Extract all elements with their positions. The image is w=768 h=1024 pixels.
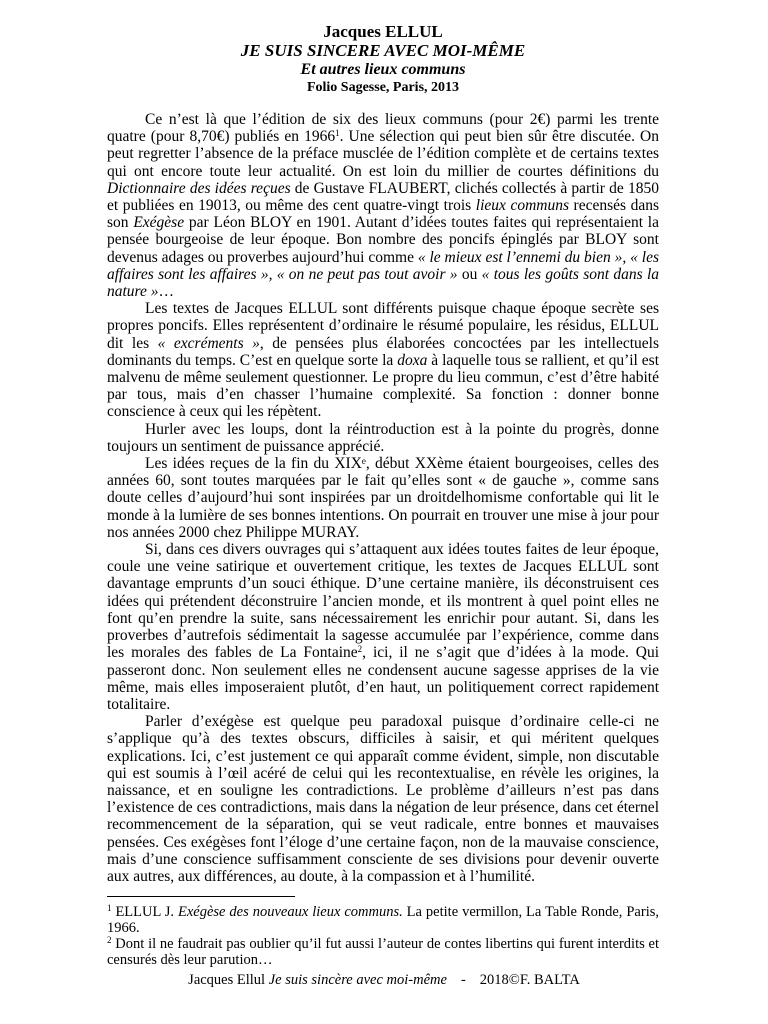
- footnote-divider: [107, 896, 295, 897]
- footer-author: Jacques Ellul: [188, 972, 266, 988]
- paragraph-3: Hurler avec les loups, dont la réintroduction est à la pointe du progrès, donne toujours un sentiment de puissance apprécié.: [107, 420, 659, 455]
- footnote-2: [107, 936, 659, 968]
- italic-quotes: « le mieux est l’ennemi du bien », « les affaires sont les affaires », « on ne peut pas tout avoir »: [107, 248, 660, 283]
- header-publisher: Folio Sagesse, Paris, 2013: [306, 80, 460, 95]
- paragraph-6: Parler d’exégèse est quelque peu paradoxal puisque d’ordinaire celle-ci ne s’applique qu’à des textes obscurs, difficiles à saisir, et qui méritent quelques explications. Ici, c’est justement ce qui apparaît comme évident, simple, non discutable qui est soumis à l’œil acéré de celui qui les recontextualise, en révèle les origines, la naissance, et en souligne les contradictions. Le problème d’ailleurs n’est pas dans l’existence de ces contradictions, mais dans la négation de leur présence, dans cet éternel recommencement de la séparation, qui se veut radicale, entre bonnes et mauvaises pensées. Ces exégèses font l’éloge d’une certaine façon, non de la mauvaise conscience, mais d’une conscience suffisamment consciente de ses divisions pour devenir ouverte aux autres, aux différences, au doute, à la compassion et à l’humilité.: [107, 713, 659, 885]
- footnote-book-title: Exégèse des nouveaux lieux communs.: [177, 904, 403, 921]
- italic-book-title: Exégèse: [133, 214, 185, 232]
- italic-term: doxa: [397, 351, 428, 369]
- paragraph-5: [107, 541, 659, 713]
- page-footer: [0, 972, 768, 989]
- italic-term: « excréments »: [157, 334, 260, 352]
- paragraph-4: Les idées reçues de la fin du XIXᵉ, début XXème étaient bourgeoises, celles des années 60, sont toutes marquées par le fait qu’elles sont « de gauche », comme sans doute celles d’aujourd’hui sont inspirées par un droitdelhomisme confortable qui lit le monde à la lumière de ses bonnes intentions. On pourrait en trouver une mise à jour pour nos années 2000 chez Philippe MURAY.: [107, 455, 659, 541]
- footnote-text: ELLUL J.: [111, 904, 178, 921]
- paragraph-5-text: Si, dans ces divers ouvrages qui s’attaquent aux idées toutes faites de leur époque, coule une veine satirique et ouvertement critique, les textes de Jacques ELLUL sont davantage emprunts d’un souci éthique. D’une certaine manière, ils déconstruisent ces idées qui prétendent déconstruire l’ancien monde, et ils montrent à quel point elles ne font qu’en prendre la suite, sans nécessairement les enrichir pour autant. Si, dans les proverbes d’autrefois sédimentait la sagesse accumulée par l’expérience, comme dans les morales des fables de La Fontaine: [107, 541, 659, 662]
- footnote-number: 1: [107, 903, 112, 914]
- footnote-ref-1: 1: [335, 128, 340, 139]
- document-header: [107, 22, 659, 97]
- review-body: [107, 111, 659, 885]
- paragraph-1-text: de Gustave FLAUBERT, clichés collectés à partir de 1850 et publiées en 19013, ou même des cent quatre-vingt trois: [107, 179, 659, 215]
- document-page: [107, 22, 659, 968]
- footnote-text: Dont il ne faudrait pas oublier qu’il fut aussi l’auteur de contes libertins qui furent interdits et censurés dès leur parution…: [107, 936, 659, 969]
- paragraph-1-text: …: [158, 283, 175, 301]
- footnotes: [107, 904, 659, 968]
- paragraph-2-text: , de pensées plus élaborées concoctées par les intellectuels dominants du temps. C’est en quelque sorte la: [107, 334, 659, 369]
- footnote-1: [107, 904, 659, 936]
- footer-separator: -: [460, 972, 466, 988]
- footnote-text: La petite vermillon, La Table Ronde, Paris, 1966.: [107, 904, 659, 937]
- paragraph-1-text: Ce n’est là que l’édition de six des lieux communs (pour 2€) parmi les trente quatre (pour 8,70€) publiés en 1966: [107, 111, 659, 146]
- footnote-ref-2: 2: [357, 644, 363, 655]
- footer-copyright: 2018©F. BALTA: [479, 972, 580, 988]
- footer-title: Je suis sincère avec moi-même: [268, 972, 447, 988]
- header-subtitle: Et autres lieux communs: [300, 61, 466, 78]
- paragraph-5-text: , ici, il ne s’agit que d’idées à la mode. Qui passeront donc. Non seulement elles ne condensent aucune sagesse apprises de la vie même, mais elles imposeraient plutôt, d’en haut, un politiquement correct rapidement totalitaire.: [107, 644, 659, 713]
- header-author: Jacques ELLUL: [323, 22, 443, 41]
- paragraph-1-text: ou: [457, 265, 482, 283]
- italic-book-title: Dictionnaire des idées reçues: [107, 179, 291, 197]
- paragraph-1-text: par Léon BLOY en 1901. Autant d’idées toutes faites qui représentaient la pensée bourgeoise de leur époque. Bon nombre des poncifs épinglés par BLOY sont devenus adages ou proverbes aujourd’hui comme: [107, 214, 659, 266]
- paragraph-2: [107, 300, 659, 420]
- italic-term: lieux communs: [475, 197, 569, 215]
- footnote-number: 2: [107, 935, 112, 946]
- paragraph-1-text: recensés dans son: [107, 197, 660, 232]
- paragraph-2-text: à laquelle tous se rallient, et qu’il est malvenu de même seulement questionner. Le propre du lieu commun, c’est d’être habité par tous, mais d’en chasser l’humaine complexité. Sa fonction : donner bonne conscience à ceux qui les répètent.: [107, 351, 659, 421]
- paragraph-1-text: . Une sélection qui peut bien sûr être discutée. On peut regretter l’absence de la préface musclée de l’édition complète et de certains textes qui ont encore toute leur actualité. On est loin du millier de courtes définitions du: [107, 128, 659, 180]
- header-book-title: JE SUIS SINCERE AVEC MOI-MÊME: [240, 41, 526, 60]
- paragraph-2-text: Les textes de Jacques ELLUL sont différents puisque chaque époque secrète ses propres poncifs. Elles représentent d’ordinaire le résumé populaire, les résidus, ELLUL dit les: [107, 300, 659, 352]
- paragraph-1: [107, 111, 659, 300]
- italic-quotes: « tous les goûts sont dans la nature »: [107, 265, 660, 301]
